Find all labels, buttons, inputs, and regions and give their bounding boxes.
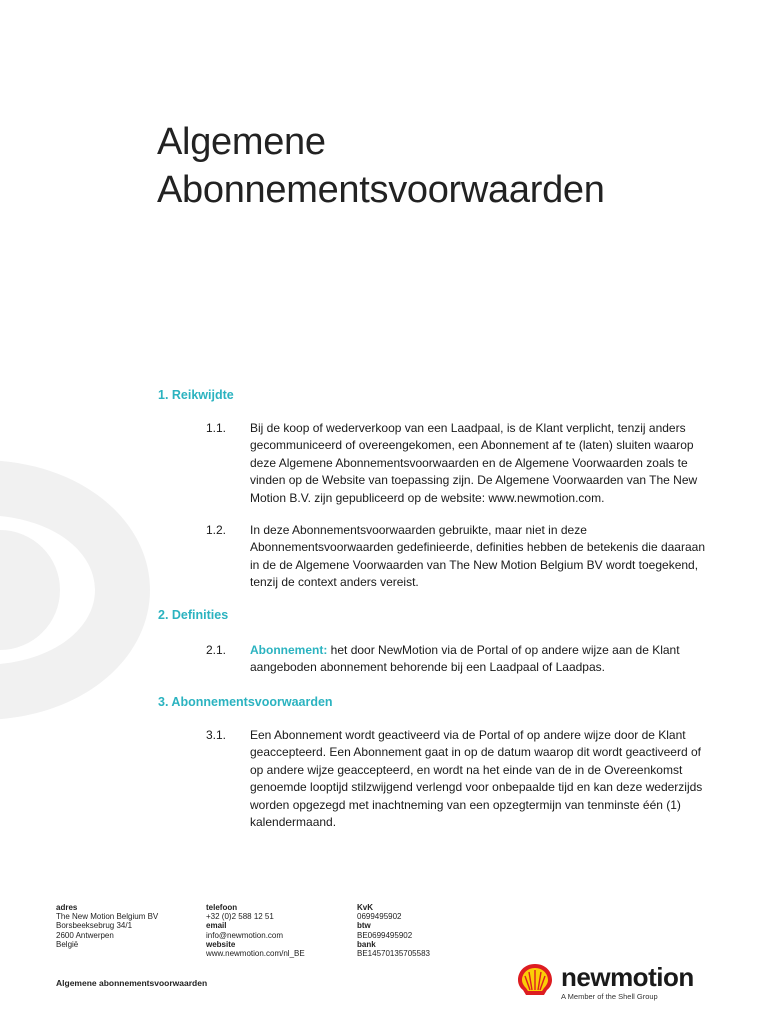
title-line-2: Abonnementsvoorwaarden xyxy=(157,169,605,211)
shell-pecten-icon xyxy=(516,962,554,998)
logo-tagline: A Member of the Shell Group xyxy=(561,992,658,1001)
page-title xyxy=(157,118,605,214)
clause-2-1 xyxy=(206,642,716,678)
kvk-value: 0699495902 xyxy=(357,912,402,922)
footer-document-title: Algemene abonnementsvoorwaarden xyxy=(56,978,208,988)
kvk-label: KvK xyxy=(357,903,374,912)
clause-body xyxy=(250,642,716,677)
title-line-1: Algemene xyxy=(157,121,326,163)
email-link[interactable]: info@newmotion.com xyxy=(206,930,284,940)
logo-brand: newmotion xyxy=(561,962,694,992)
clause-number: 1.1. xyxy=(206,421,227,435)
heart-watermark-icon xyxy=(0,450,160,730)
clause-text: Een Abonnement wordt geactiveerd via de Portal of op andere wijze door de Klant geaccepteerd. Een Abonnement gaat in op de datum waarop dit wordt geactiveerd of op andere wijze geaccepteerd, en wordt na het einde van de in de Overeenkomst genoemde looptijd stilzwijgend verlengd voor onbepaalde tijd en kan deze wederzijds worden opgezegd met inachtneming van een opzegtermijn van tenminste één (1) kalendermaand. xyxy=(250,728,703,830)
btw-value: BE0699495902 xyxy=(357,930,413,940)
clause-3-1 xyxy=(206,727,716,832)
clause-1-2 xyxy=(206,522,716,592)
address-line: België xyxy=(56,939,79,949)
footer-address xyxy=(56,903,158,949)
phone-value: +32 (0)2 588 12 51 xyxy=(206,912,274,922)
section-heading-reikwijdte: 1. Reikwijdte xyxy=(158,388,234,402)
clause-number: 2.1. xyxy=(206,643,227,657)
website-label: website xyxy=(206,939,236,949)
term-abonnement: Abonnement: xyxy=(250,643,328,657)
bank-label: bank xyxy=(357,939,376,949)
newmotion-logo xyxy=(516,962,721,1004)
footer-registration xyxy=(357,903,430,958)
footer-contact xyxy=(206,903,305,958)
address-line: The New Motion Belgium BV xyxy=(56,912,159,922)
address-label: adres xyxy=(56,903,78,912)
address-line: 2600 Antwerpen xyxy=(56,930,114,940)
bank-value: BE14570135705583 xyxy=(357,949,430,959)
website-link[interactable]: www.newmotion.com/nl_BE xyxy=(206,949,305,959)
clause-number: 1.2. xyxy=(206,523,227,537)
clause-1-1 xyxy=(206,420,716,508)
address-line: Borsbeeksebrug 34/1 xyxy=(56,921,133,931)
btw-label: btw xyxy=(357,921,371,931)
email-label: email xyxy=(206,921,227,931)
clause-text: Bij de koop of wederverkoop van een Laadpaal, is de Klant verplicht, tenzij anders gecommuniceerd of overeengekomen, een Abonnement af te (laten) sluiten waarop deze Algemene Abonnementsvoorwaarden en de Algemene Voorwaarden zoals te vinden op de Website van toepassing zijn. De Algemene Voorwaarden van The New Motion B.V. zijn gepubliceerd op de website: www.newmotion.com. xyxy=(250,421,698,505)
phone-label: telefoon xyxy=(206,903,238,912)
clause-text: het door NewMotion via de Portal of op andere wijze aan de Klant aangeboden abonnement behorende bij een Laadpaal of Laadpas. xyxy=(250,643,680,675)
clause-text: In deze Abonnementsvoorwaarden gebruikte, maar niet in deze Abonnementsvoorwaarden gedefinieerde, definities hebben de betekenis die daaraan in de de Algemene Voorwaarden van The New Motion Belgium BV wordt toegekend, tenzij de context anders vereist. xyxy=(250,523,705,590)
section-heading-definities: 2. Definities xyxy=(158,608,229,622)
section-heading-abonnementsvoorwaarden: 3. Abonnementsvoorwaarden xyxy=(158,695,333,709)
clause-number: 3.1. xyxy=(206,728,227,742)
